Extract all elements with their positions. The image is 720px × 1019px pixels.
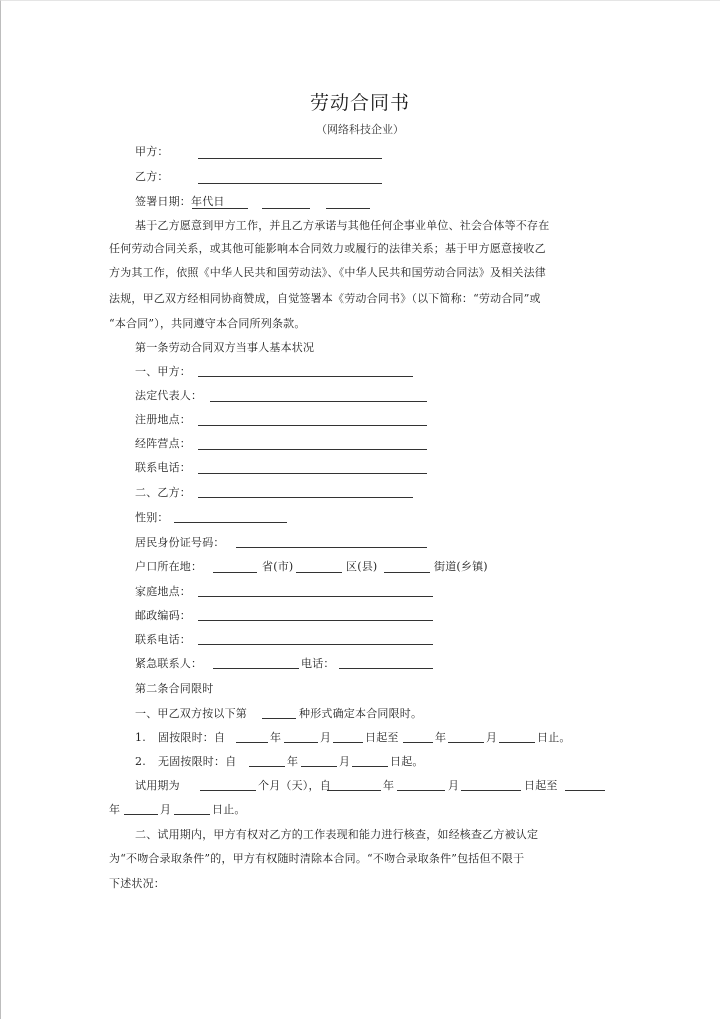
trial-day-from-label: 日起至 xyxy=(524,779,558,792)
fixed-day-end-label: 日止。 xyxy=(537,731,571,744)
fixed-start-year-label: 年 xyxy=(270,731,282,744)
trial-end-year-blank-a[interactable] xyxy=(565,790,605,791)
b-name-blank[interactable] xyxy=(198,497,413,498)
trial-start-month-label: 月 xyxy=(448,779,460,792)
id-no-label: 居民身份证号码： xyxy=(135,536,225,549)
a-label: 一、甲方： xyxy=(135,365,191,378)
a-name-blank[interactable] xyxy=(198,376,413,377)
open-day-only-label: 日起。 xyxy=(390,755,424,768)
trial-start-year-blank[interactable] xyxy=(327,790,381,791)
party-b-blank[interactable] xyxy=(198,183,382,184)
open-start-month-label: 月 xyxy=(339,755,351,768)
preamble-line-5: “本合同”），共同遵守本合同所列条款。 xyxy=(109,317,306,330)
fixed-day-from-label: 日起至 xyxy=(365,731,399,744)
id-no-blank[interactable] xyxy=(236,547,427,548)
sign-day-blank[interactable] xyxy=(326,208,370,209)
a-phone-blank[interactable] xyxy=(198,473,427,474)
emergency-label: 紧急联系人： xyxy=(135,657,203,670)
fixed-end-month-blank[interactable] xyxy=(448,742,484,743)
hukou-label: 户口所在地： xyxy=(135,560,203,573)
form-choice-blank[interactable] xyxy=(262,718,296,719)
article2-heading: 第二条合同限时 xyxy=(135,682,214,695)
fixed-start-year-blank[interactable] xyxy=(236,742,268,743)
province-blank[interactable] xyxy=(213,572,257,573)
reg-addr-blank[interactable] xyxy=(198,425,427,426)
fixed-end-month-label: 月 xyxy=(486,731,498,744)
district-label: 区(县) xyxy=(346,560,378,573)
preamble-line-4: 法规，甲乙双方经相同协商赞成，自觉签署本《劳动合同书》（以下简称：“劳动合同”或 xyxy=(109,292,541,305)
item1-pre: 一、甲乙双方按以下第 xyxy=(135,707,247,720)
legal-rep-label: 法定代表人： xyxy=(135,389,203,402)
postcode-blank[interactable] xyxy=(198,620,433,621)
doc-subtitle: （网络科技企业） xyxy=(316,123,404,136)
emergency-tel-label: 电话： xyxy=(301,657,335,670)
home-addr-label: 家庭地点： xyxy=(135,585,191,598)
b-label: 二、乙方： xyxy=(135,486,191,499)
legal-rep-blank[interactable] xyxy=(210,401,427,402)
trial-day-end-label: 日止。 xyxy=(212,803,246,816)
street-blank[interactable] xyxy=(384,572,430,573)
trial-pre: 试用期为 xyxy=(135,779,180,792)
fixed-end-day-blank[interactable] xyxy=(499,742,535,743)
open-start-year-blank[interactable] xyxy=(249,766,285,767)
sign-month-blank[interactable] xyxy=(262,208,310,209)
fixed-term-label: 固按限时：自 xyxy=(158,731,226,744)
party-a-blank[interactable] xyxy=(198,158,382,159)
trial-start-year-label: 年 xyxy=(383,779,395,792)
b-phone-label: 联系电话： xyxy=(135,633,191,646)
b-phone-blank[interactable] xyxy=(198,644,433,645)
preamble-line-1: 基于乙方愿意到甲方工作，并且乙方承诺与其他任何企事业单位、社会合体等不存在 xyxy=(135,219,550,232)
emergency-name-blank[interactable] xyxy=(213,668,299,669)
postcode-label: 邮政编码： xyxy=(135,609,191,622)
preamble-line-3: 方为其工作，依照《中华人民共和国劳动法》、《中华人民共和国劳动合同法》及相关法律 xyxy=(109,266,546,279)
fixed-start-month-blank[interactable] xyxy=(284,742,318,743)
open-term-num: 2. xyxy=(135,755,146,768)
sign-year-blank[interactable] xyxy=(192,208,248,209)
reg-addr-label: 注册地点： xyxy=(135,413,191,426)
biz-addr-label: 经阵营点： xyxy=(135,437,191,450)
trial-end-year-label: 年 xyxy=(109,803,121,816)
open-term-label: 无固按限时：自 xyxy=(158,755,237,768)
sign-date-label: 签署日期：年代日 xyxy=(135,195,225,208)
item2-line-2: 为“不吻合录取条件”的，甲方有权随时清除本合同。“不吻合录取条件”包括但不限于 xyxy=(109,852,525,865)
street-label: 街道(乡镇) xyxy=(434,560,488,573)
trial-end-month-blank[interactable] xyxy=(124,814,158,815)
party-a-label: 甲方： xyxy=(135,145,169,158)
party-b-label: 乙方： xyxy=(135,170,169,183)
biz-addr-blank[interactable] xyxy=(198,449,427,450)
item1-post: 种形式确定本合同限时。 xyxy=(299,707,423,720)
trial-length-blank[interactable] xyxy=(200,790,256,791)
a-phone-label: 联系电话： xyxy=(135,461,191,474)
doc-title: 劳动合同书 xyxy=(309,92,410,114)
fixed-start-month-label: 月 xyxy=(320,731,332,744)
emergency-tel-blank[interactable] xyxy=(339,668,433,669)
preamble-line-2: 任何劳动合同关系，或其他可能影响本合同效力或履行的法律关系；基于甲方愿意接收乙 xyxy=(109,242,546,255)
district-blank[interactable] xyxy=(296,572,342,573)
fixed-end-year-label: 年 xyxy=(435,731,447,744)
gender-label: 性别： xyxy=(135,511,169,524)
open-start-year-label: 年 xyxy=(287,755,299,768)
gender-blank[interactable] xyxy=(174,522,287,523)
home-addr-blank[interactable] xyxy=(198,596,433,597)
trial-end-month-label: 月 xyxy=(160,803,172,816)
trial-end-day-blank[interactable] xyxy=(174,814,210,815)
article1-heading: 第一条劳动合同双方当事人基本状况 xyxy=(135,341,315,354)
trial-start-day-blank[interactable] xyxy=(461,790,521,791)
open-start-month-blank[interactable] xyxy=(301,766,337,767)
trial-unit: 个月（天），自 xyxy=(258,779,331,792)
item2-line-1: 二、试用期内，甲方有权对乙方的工作表现和能力进行核查，如经核查乙方被认定 xyxy=(135,828,539,841)
fixed-term-num: 1. xyxy=(135,731,146,744)
open-start-day-blank[interactable] xyxy=(352,766,388,767)
trial-start-month-blank[interactable] xyxy=(397,790,445,791)
province-label: 省(市) xyxy=(262,560,294,573)
fixed-end-year-blank[interactable] xyxy=(403,742,433,743)
fixed-start-day-blank[interactable] xyxy=(333,742,363,743)
item2-line-3: 下述状况： xyxy=(109,877,165,890)
